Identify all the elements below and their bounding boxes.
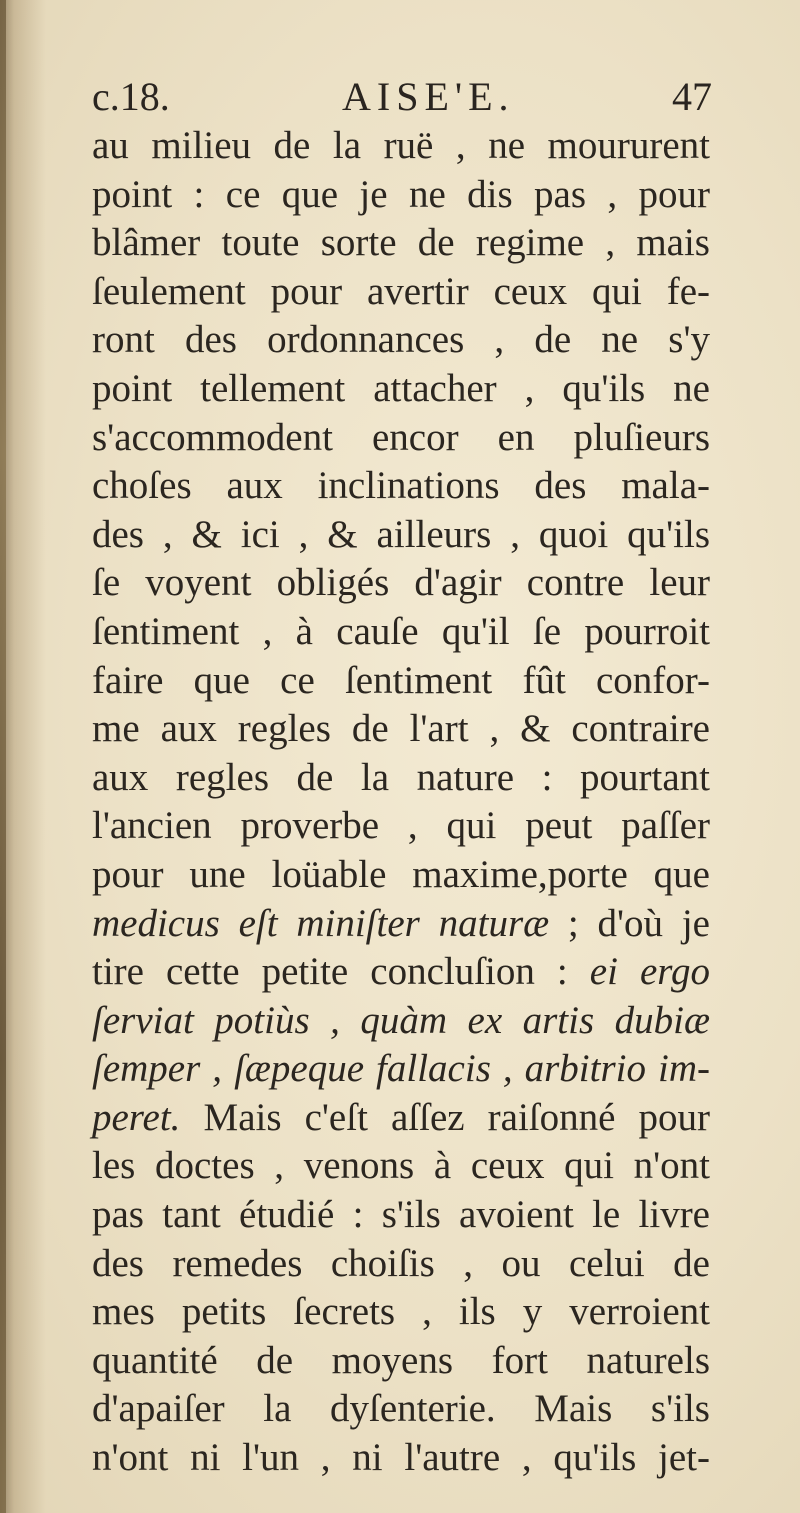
line-text: des remedes choiſis , ou celui de (92, 1241, 710, 1285)
text-line (92, 122, 710, 171)
latin-quote: ſemper , ſæpeque fallacis , arbitrio im- (92, 1047, 710, 1091)
running-title: AISE'E. (342, 74, 515, 119)
latin-quote: ſerviat potiùs , quàm ex artis dubiæ (92, 998, 710, 1042)
text-line (92, 754, 710, 803)
text-line (92, 948, 710, 997)
line-text: aux regles de la nature : pourtant (92, 755, 710, 799)
page-gutter (0, 0, 6, 1513)
text-line (92, 1434, 710, 1483)
line-text: ſentiment , à cauſe qu'il ſe pourroit (92, 609, 710, 653)
text-line (92, 511, 710, 560)
text-line (92, 1337, 710, 1386)
text-line (92, 657, 710, 706)
text-line (92, 365, 710, 414)
line-text: ſeulement pour avertir ceux qui fe- (92, 269, 710, 313)
line-text: ront des ordonnances , de ne s'y (92, 318, 710, 362)
line-text: tire cette petite concluſion : (92, 950, 590, 994)
line-text: pas tant étudié : s'ils avoient le livre (92, 1193, 710, 1237)
line-text: ſe voyent obligés d'agir contre leur (92, 561, 710, 605)
line-text: s'accommodent encor en pluſieurs (92, 415, 710, 459)
text-line (92, 997, 710, 1046)
line-text: blâmer toute sorte de regime , mais (92, 221, 710, 265)
text-line (92, 1240, 710, 1289)
text-line (92, 1385, 710, 1434)
text-line (92, 559, 710, 608)
line-text: au milieu de la ruë , ne moururent (92, 124, 710, 167)
text-line (92, 268, 710, 317)
line-text: pour une loüable maxime,porte que (92, 852, 710, 896)
text-line (92, 219, 710, 268)
line-text: choſes aux inclinations des mala- (92, 464, 710, 508)
running-head (92, 72, 712, 122)
line-text: l'ancien proverbe , qui peut paſſer (92, 804, 710, 848)
line-text: quantité de moyens fort naturels (92, 1338, 710, 1382)
text-line (92, 851, 710, 900)
line-text: Mais c'eſt aſſez raiſonné pour (180, 1095, 710, 1139)
text-line (92, 608, 710, 657)
text-line (92, 462, 710, 511)
signature-mark: c.18. (92, 74, 170, 119)
line-text: point : ce que je ne dis pas , pour (92, 172, 710, 216)
text-line (92, 414, 710, 463)
text-line (92, 705, 710, 754)
text-line (92, 1045, 710, 1094)
text-line (92, 1094, 710, 1143)
text-line (92, 1142, 710, 1191)
latin-quote: medicus eſt miniſter naturæ (92, 901, 550, 945)
line-text: d'apaiſer la dyſenterie. Mais s'ils (92, 1387, 710, 1431)
text-line (92, 316, 710, 365)
text-line (92, 171, 710, 220)
latin-quote: ei ergo (589, 950, 710, 994)
body-text (92, 122, 710, 1483)
text-line (92, 1191, 710, 1240)
line-text: faire que ce ſentiment fût confor- (92, 658, 710, 702)
latin-quote: peret. (92, 1095, 181, 1139)
line-text: me aux regles de l'art , & contraire (92, 707, 710, 751)
line-text: mes petits ſecrets , ils y verroient (92, 1290, 710, 1334)
line-text: point tellement attacher , qu'ils ne (92, 366, 710, 410)
line-text: ; d'où je (549, 901, 710, 945)
text-line (92, 1288, 710, 1337)
text-line (92, 900, 710, 949)
line-text: n'ont ni l'un , ni l'autre , qu'ils jet- (92, 1436, 710, 1480)
page-number: 47 (672, 74, 712, 119)
line-text: des , & ici , & ailleurs , quoi qu'ils (92, 512, 710, 556)
text-line (92, 802, 710, 851)
line-text: les doctes , venons à ceux qui n'ont (92, 1144, 710, 1188)
